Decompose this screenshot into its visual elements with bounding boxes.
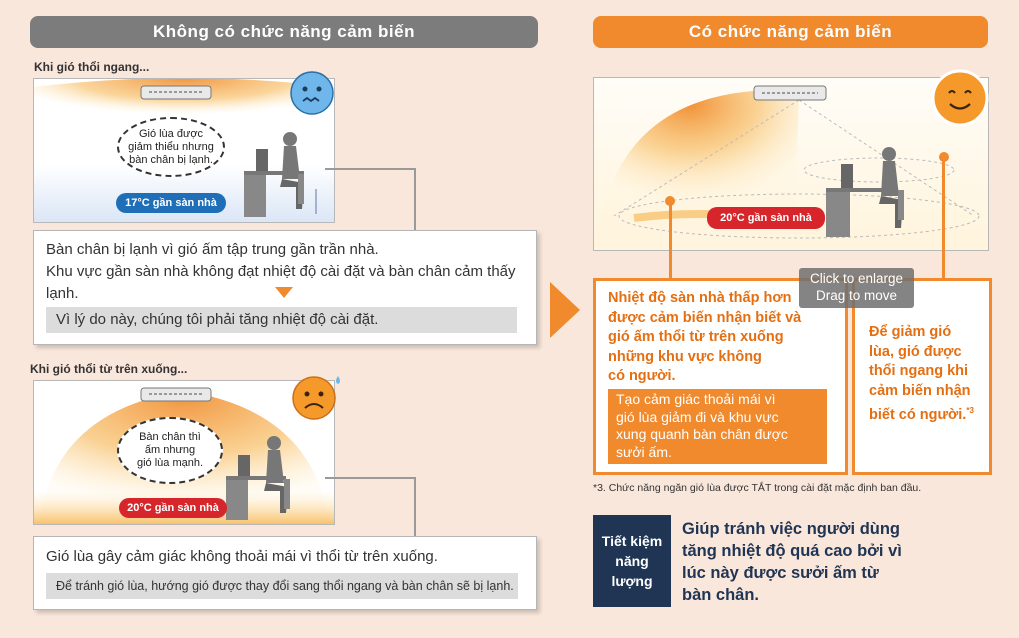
tooltip-line: Drag to move — [815, 288, 898, 303]
scene2-gray-bar: Để tránh gió lùa, hướng gió được thay đổi sang thổi ngang và bàn chân sẽ bị lạnh. — [46, 573, 518, 599]
happy-face-icon — [931, 69, 989, 127]
bubble-line: Gió lùa được — [138, 127, 204, 140]
enlarge-tooltip[interactable] — [799, 268, 914, 308]
box-line: những khu vực không — [608, 348, 762, 365]
highlight-line: sưởi ấm. — [616, 443, 672, 460]
connector-line — [414, 477, 416, 537]
saving-line: lúc này được sưởi ấm từ — [682, 564, 879, 582]
box-line: biết có người. — [869, 406, 967, 423]
box-line: lùa, gió được — [869, 343, 962, 360]
scene2-temp-tag: 20°C gần sàn nhà — [119, 498, 227, 518]
bubble-line: giảm thiểu nhưng — [128, 140, 214, 153]
scene1-subtitle: Khi gió thổi ngang... — [34, 60, 150, 74]
left-header: Không có chức năng cảm biến — [30, 16, 538, 48]
down-arrow-icon — [275, 287, 293, 298]
box-line: Nhiệt độ sàn nhà thấp hơn — [608, 290, 792, 306]
highlight-line: gió lùa giảm đi và khu vực — [616, 408, 779, 425]
tooltip-line: Click to enlarge — [809, 271, 904, 286]
saving-line: bàn chân. — [682, 586, 760, 604]
connector-line — [942, 155, 945, 280]
connector-line — [325, 477, 416, 479]
connector-line — [325, 168, 416, 170]
badge-line: Tiết kiệm — [601, 533, 663, 549]
saving-line: Giúp tránh việc người dùng — [682, 520, 901, 538]
highlight-line: xung quanh bàn chân được — [616, 426, 788, 442]
bubble-line: Bàn chân thì — [139, 431, 201, 443]
badge-line: lượng — [611, 573, 653, 589]
footnote: *3. Chức năng ngăn gió lùa được TẮT trong cài đặt mặc định ban đầu. — [593, 482, 922, 494]
sad-face-icon — [291, 372, 345, 422]
comfort-highlight — [608, 389, 827, 464]
box-line: có người. — [608, 368, 676, 384]
scene2-text-box — [33, 536, 537, 610]
scene1-thought-bubble — [117, 117, 225, 177]
text-line: Khu vực gần sàn nhà không đạt nhiệt độ cài đặt và bàn chân cảm thấy — [46, 263, 516, 280]
bubble-line: bàn chân bị lạnh. — [129, 153, 213, 166]
box-line: cảm biến nhận — [869, 382, 971, 399]
box-line: được cảm biến nhận biết và — [608, 309, 802, 326]
footnote-marker: *3 — [966, 406, 974, 415]
connector-line — [669, 200, 672, 280]
right-arrow-icon — [550, 282, 580, 338]
text-line: lạnh. — [46, 285, 79, 302]
saving-line: tăng nhiệt độ quá cao bởi vì — [682, 542, 902, 560]
scene1-text-box — [33, 230, 537, 345]
connector-line — [414, 168, 416, 232]
bubble-line: gió lùa mạnh. — [136, 457, 204, 469]
cold-face-icon — [289, 70, 335, 116]
scene2-thought-bubble — [117, 417, 223, 484]
highlight-line: Tạo cảm giác thoải mái vì — [616, 391, 776, 407]
text-line: Bàn chân bị lạnh vì gió ấm tập trung gần trần nhà. — [46, 241, 379, 258]
scene1-temp-tag: 17°C gần sàn nhà — [116, 193, 226, 213]
scene1-gray-bar: Vì lý do này, chúng tôi phải tăng nhiệt độ cài đặt. — [46, 307, 517, 333]
box-line: gió ấm thổi từ trên xuống — [608, 329, 784, 345]
connector-dot — [665, 196, 675, 206]
energy-saving-badge — [593, 515, 671, 607]
badge-line: năng — [615, 553, 649, 569]
energy-saving-text — [682, 518, 902, 606]
bubble-line: ấm nhưng — [144, 444, 196, 456]
scene2-text-line: Gió lùa gây cảm giác không thoải mái vì thổi từ trên xuống. — [46, 548, 438, 565]
scene2-subtitle: Khi gió thổi từ trên xuống... — [30, 362, 188, 376]
right-header: Có chức năng cảm biến — [593, 16, 988, 48]
sensor-temp-tag: 20°C gần sàn nhà — [707, 207, 825, 229]
connector-dot — [939, 152, 949, 162]
box-line: Để giảm gió — [869, 324, 952, 340]
box-line: thổi ngang khi — [869, 363, 969, 379]
